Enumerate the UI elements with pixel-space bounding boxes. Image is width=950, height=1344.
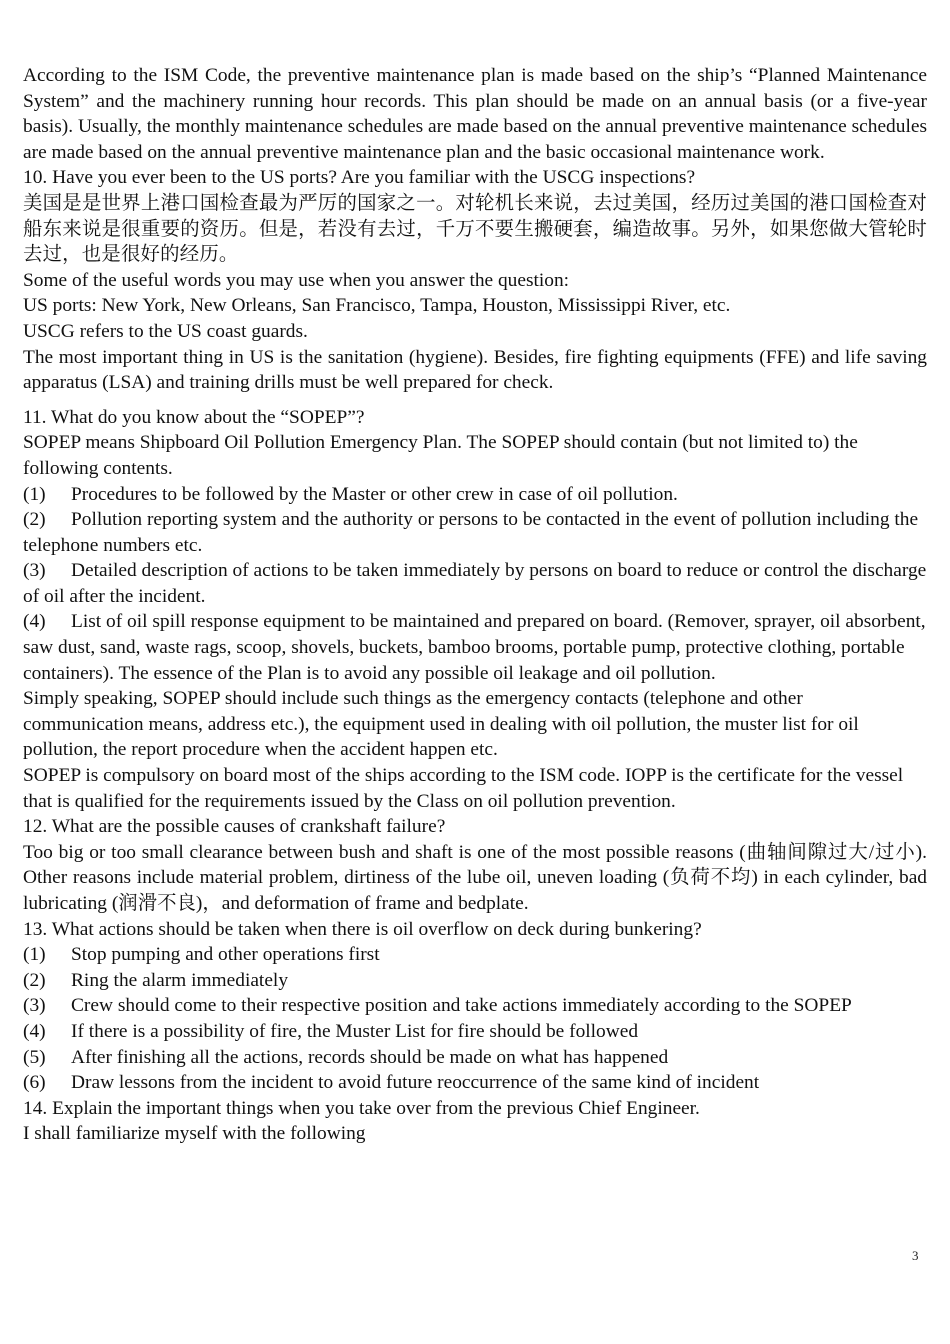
chinese-note-paragraph: 美国是是世界上港口国检查最为严厉的国家之一。对轮机长来说，去过美国，经历过美国的港口国检查对船东来说是很重要的资历。但是，若没有去过，千万不要生搬硬套，编造故事。另外，如果您做大管轮时去过，也是很好的经历。: [23, 192, 927, 266]
overflow-list-item: [23, 942, 927, 968]
list-number: (3): [23, 995, 46, 1017]
list-number: (4): [23, 1020, 46, 1042]
us-ports-paragraph: US ports: New York, New Orleans, San Francisco, Tampa, Houston, Mississippi River, etc.: [23, 295, 731, 317]
sopep-list-item: [23, 482, 927, 508]
sopep-list-item: [23, 609, 927, 686]
list-text: Pollution reporting system and the authority or persons to be contacted in the event of pollution including the telephone numbers etc.: [23, 509, 919, 556]
list-text: Stop pumping and other operations first: [71, 944, 380, 966]
uscg-paragraph: USCG refers to the US coast guards.: [23, 320, 308, 342]
overflow-list-item: [23, 1019, 927, 1045]
list-text: Ring the alarm immediately: [71, 969, 289, 991]
question-11: 11. What do you know about the “SOPEP”?: [23, 406, 365, 428]
list-number: (1): [23, 944, 46, 966]
list-number: (1): [23, 483, 46, 505]
sopep-summary-paragraph: Simply speaking, SOPEP should include such things as the emergency contacts (telephone and other communication means, address etc.), the equipment used in dealing with oil pollution, the muster list for oil pollution, the report procedure when the accident happen etc.: [23, 688, 859, 761]
list-number: (2): [23, 509, 46, 531]
sopep-compulsory-paragraph: SOPEP is compulsory on board most of the ships according to the ISM code. IOPP is the certificate for the vessel that is qualified for the requirements issued by the Class on oil pollution prevention.: [23, 765, 904, 812]
familiarize-paragraph: I shall familiarize myself with the following: [23, 1123, 366, 1145]
overflow-list-item: [23, 968, 927, 994]
list-text: Crew should come to their respective position and take actions immediately according to the SOPEP: [71, 995, 852, 1017]
list-number: (4): [23, 611, 46, 633]
sopep-list-item: [23, 558, 927, 609]
list-text: If there is a possibility of fire, the Muster List for fire should be followed: [71, 1020, 639, 1042]
page-number: 3: [912, 1248, 919, 1263]
sopep-definition-paragraph: SOPEP means Shipboard Oil Pollution Emergency Plan. The SOPEP should contain (but not limited to) the following contents.: [23, 432, 858, 479]
list-text: List of oil spill response equipment to be maintained and prepared on board. (Remover, sprayer, oil absorbent, saw dust, sand, waste rags, scoop, shovels, buckets, bamboo brooms, portable pump, protective clothing, portable containers). The essence of the Plan is to avoid any possible oil leakage and oil pollution.: [23, 611, 926, 684]
question-10: 10. Have you ever been to the US ports? Are you familiar with the USCG inspections?: [23, 167, 696, 189]
pms-paragraph: According to the ISM Code, the preventive maintenance plan is made based on the ship’s “Planned Maintenance System” and the machinery running hour records. This plan should be made on an annual basis (or a five-year basis). Usually, the monthly maintenance schedules are made based on the annual preventive maintenance schedules are made based on the annual preventive maintenance plan and the basic occasional maintenance work.: [23, 65, 927, 163]
overflow-list-item: [23, 1070, 927, 1096]
sopep-list-item: [23, 507, 927, 558]
overflow-list-item: [23, 993, 927, 1019]
list-text: Detailed description of actions to be taken immediately by persons on board to reduce or control the discharge of oil after the incident.: [23, 560, 927, 607]
sanitation-paragraph: The most important thing in US is the sanitation (hygiene). Besides, fire fighting equipments (FFE) and life saving apparatus (LSA) and training drills must be well prepared for check.: [23, 346, 927, 394]
list-text: Draw lessons from the incident to avoid future reoccurrence of the same kind of incident: [71, 1072, 760, 1094]
crankshaft-paragraph: Too big or too small clearance between bush and shaft is one of the most possible reasons (曲轴间隙过大/过小). Other reasons include material problem, dirtiness of the lube oil, uneven loading (负荷不均) in each cylinder, bad lubricating (润滑不良)，and deformation of frame and bedplate.: [23, 841, 927, 914]
list-text: Procedures to be followed by the Master or other crew in case of oil pollution.: [71, 483, 678, 505]
question-14: 14. Explain the important things when you take over from the previous Chief Engineer.: [23, 1097, 700, 1119]
useful-words-paragraph: Some of the useful words you may use when you answer the question:: [23, 269, 570, 291]
list-number: (5): [23, 1046, 46, 1068]
question-12: 12. What are the possible causes of crankshaft failure?: [23, 816, 446, 838]
list-number: (2): [23, 969, 46, 991]
overflow-list-item: [23, 1045, 927, 1071]
list-number: (6): [23, 1072, 46, 1094]
list-number: (3): [23, 560, 46, 582]
document-body: [23, 63, 927, 1147]
list-text: After finishing all the actions, records should be made on what has happened: [71, 1046, 669, 1068]
question-13: 13. What actions should be taken when there is oil overflow on deck during bunkering?: [23, 918, 702, 940]
